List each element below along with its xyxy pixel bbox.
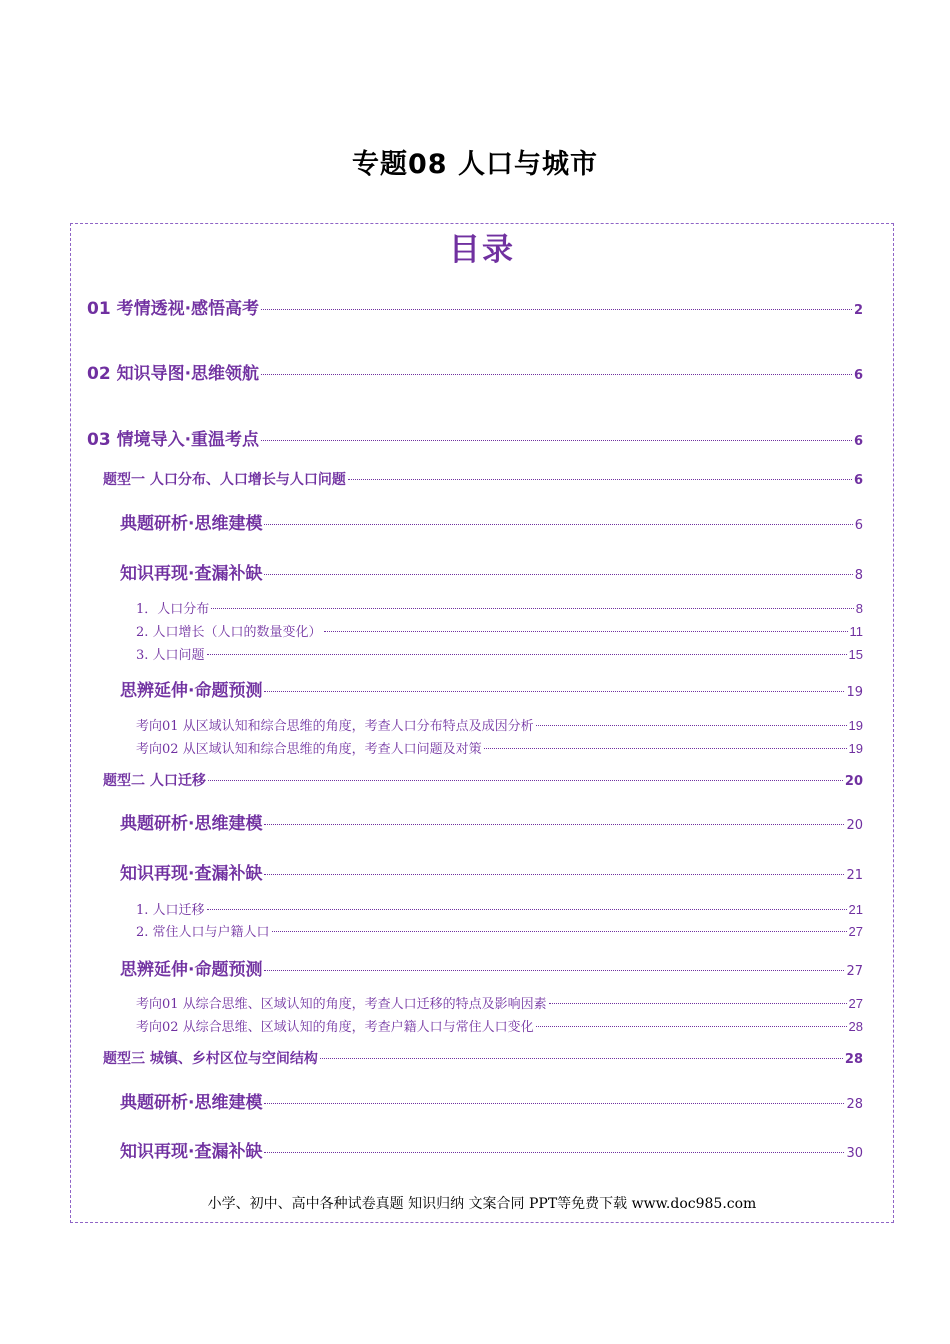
- toc-entry[interactable]: [136, 644, 863, 663]
- toc-entry[interactable]: [120, 676, 863, 701]
- toc-entry[interactable]: [87, 425, 863, 450]
- toc-entry[interactable]: [120, 1137, 863, 1162]
- toc-entry[interactable]: [136, 921, 863, 940]
- toc-entry-label: 典题研析·思维建模: [120, 814, 263, 834]
- toc-leader-dots: [208, 780, 843, 781]
- toc-entry-page: 19: [846, 685, 863, 700]
- toc-heading: 目录: [449, 232, 515, 268]
- toc-leader-dots: [207, 654, 847, 655]
- toc-entry-page: 6: [854, 518, 863, 533]
- toc-entry[interactable]: [120, 1088, 863, 1113]
- toc-leader-dots: [272, 931, 847, 932]
- page-title: 专题08 人口与城市: [352, 149, 598, 180]
- toc-entry-page: 20: [844, 774, 863, 789]
- toc-leader-dots: [207, 909, 847, 910]
- toc-entry-page: 28: [844, 1052, 863, 1067]
- toc-entry-label: 2. 常住人口与户籍人口: [136, 925, 270, 940]
- toc-leader-dots: [264, 970, 844, 971]
- toc-entry-page: 8: [854, 568, 863, 583]
- toc-entry-page: 20: [846, 818, 863, 833]
- toc-leader-dots: [536, 1026, 847, 1027]
- toc-leader-dots: [211, 608, 853, 609]
- toc-entry-label: 考向01 从区域认知和综合思维的角度，考查人口分布特点及成因分析: [136, 719, 534, 734]
- toc-entry-page: 6: [853, 473, 863, 488]
- toc-entry-label: 02 知识导图·思维领航: [87, 364, 260, 384]
- toc-entry-label: 知识再现·查漏补缺: [120, 864, 263, 884]
- toc-entry[interactable]: [120, 559, 863, 584]
- toc-entry-page: 2: [853, 303, 863, 318]
- toc-entry-page: 27: [848, 996, 863, 1011]
- toc-entry-page: 21: [848, 902, 863, 917]
- footer-text: 小学、初中、高中各种试卷真题 知识归纳 文案合同 PPT等免费下载 www.doc985.com: [207, 1196, 757, 1212]
- toc-leader-dots: [261, 309, 852, 310]
- toc-entry-page: 6: [853, 434, 863, 449]
- toc-entry-page: 6: [853, 368, 863, 383]
- toc-entry-label: 思辨延伸·命题预测: [120, 960, 263, 980]
- toc-entry[interactable]: [136, 598, 863, 617]
- toc-entry[interactable]: [103, 469, 863, 489]
- toc-leader-dots: [536, 725, 847, 726]
- toc-entry-page: 21: [846, 868, 863, 883]
- toc-entry[interactable]: [120, 955, 863, 980]
- toc-entry-label: 题型一 人口分布、人口增长与人口问题: [103, 472, 346, 488]
- toc-entry-label: 考向02 从综合思维、区域认知的角度，考查户籍人口与常住人口变化: [136, 1020, 534, 1035]
- toc-entry-label: 1. 人口迁移: [136, 903, 205, 918]
- toc-entry[interactable]: [87, 294, 863, 319]
- toc-leader-dots: [549, 1003, 847, 1004]
- toc-leader-dots: [264, 524, 852, 525]
- toc-entry[interactable]: [120, 509, 863, 534]
- toc-entry-page: 27: [846, 964, 863, 979]
- toc-box: [70, 223, 894, 1223]
- toc-entry-page: 27: [848, 924, 863, 939]
- toc-entry[interactable]: [120, 809, 863, 834]
- toc-entry-label: 典题研析·思维建模: [120, 1093, 263, 1113]
- toc-entry[interactable]: [136, 1016, 863, 1035]
- toc-leader-dots: [348, 479, 852, 480]
- toc-entry-label: 题型二 人口迁移: [103, 773, 206, 789]
- toc-leader-dots: [320, 1058, 843, 1059]
- toc-entry-label: 考向02 从区域认知和综合思维的角度，考查人口问题及对策: [136, 742, 482, 757]
- toc-entry[interactable]: [120, 859, 863, 884]
- toc-entry-page: 30: [846, 1146, 863, 1161]
- toc-entry-label: 知识再现·查漏补缺: [120, 1142, 263, 1162]
- toc-entry[interactable]: [87, 359, 863, 384]
- toc-leader-dots: [264, 691, 844, 692]
- toc-leader-dots: [264, 874, 844, 875]
- toc-entry-label: 典题研析·思维建模: [120, 514, 263, 534]
- toc-entry-label: 1．人口分布: [136, 602, 210, 617]
- toc-entry[interactable]: [136, 715, 863, 734]
- toc-entry-page: 15: [848, 647, 863, 662]
- toc-entry-label: 思辨延伸·命题预测: [120, 681, 263, 701]
- toc-leader-dots: [261, 374, 852, 375]
- toc-entry-page: 19: [848, 741, 863, 756]
- toc-leader-dots: [264, 1152, 844, 1153]
- toc-entry[interactable]: [136, 993, 863, 1012]
- toc-entry-label: 2. 人口增长（人口的数量变化）: [136, 625, 322, 640]
- toc-entry-page: 8: [855, 601, 863, 616]
- toc-entry[interactable]: [136, 738, 863, 757]
- toc-entry[interactable]: [103, 1048, 863, 1068]
- toc-leader-dots: [261, 440, 852, 441]
- toc-entry-label: 01 考情透视·感悟高考: [87, 299, 260, 319]
- toc-entry-page: 28: [846, 1097, 863, 1112]
- toc-leader-dots: [484, 748, 847, 749]
- toc-entry-label: 3. 人口问题: [136, 648, 205, 663]
- toc-entry-label: 考向01 从综合思维、区域认知的角度，考查人口迁移的特点及影响因素: [136, 997, 547, 1012]
- toc-leader-dots: [324, 631, 848, 632]
- toc-entry-label: 03 情境导入·重温考点: [87, 430, 260, 450]
- toc-entry[interactable]: [136, 621, 863, 640]
- toc-leader-dots: [264, 1103, 844, 1104]
- toc-entry-page: 11: [849, 624, 863, 639]
- toc-entry-label: 知识再现·查漏补缺: [120, 564, 263, 584]
- toc-entry-page: 19: [848, 718, 863, 733]
- toc-entry-label: 题型三 城镇、乡村区位与空间结构: [103, 1051, 318, 1067]
- toc-leader-dots: [264, 574, 852, 575]
- toc-entry[interactable]: [136, 899, 863, 918]
- toc-entry[interactable]: [103, 770, 863, 790]
- toc-leader-dots: [264, 824, 844, 825]
- toc-entry-page: 28: [848, 1019, 863, 1034]
